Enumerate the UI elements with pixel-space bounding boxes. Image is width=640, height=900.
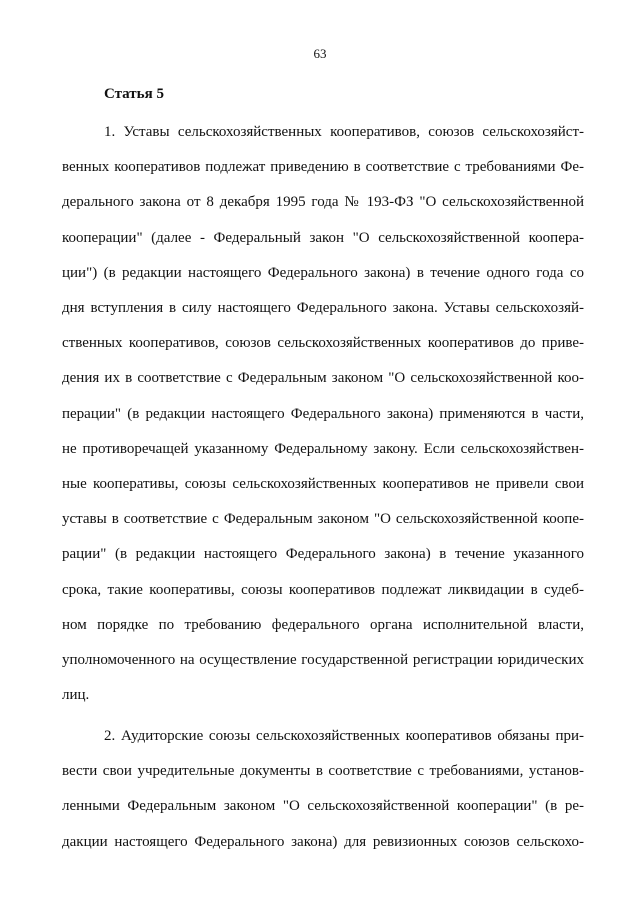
paragraph1-line: рации" (в редакции настоящего Федерального закона) в течение указанного xyxy=(62,546,584,563)
paragraph1-line: венных кооперативов подлежат приведению в соответствие с требованиями Фе- xyxy=(62,159,584,176)
paragraph1-line: дения их в соответствие с Федеральным законом "О сельскохозяйственной коо- xyxy=(62,370,584,387)
paragraph1-line: дня вступления в силу настоящего Федерального закона. Уставы сельскохозяй- xyxy=(62,300,584,316)
paragraph1-line: ственных кооперативов, союзов сельскохозяйственных кооперативов до приве- xyxy=(62,335,584,352)
paragraph1-line: не противоречащей указанному Федеральному закону. Если сельскохозяйствен- xyxy=(62,440,584,457)
paragraph1-line: 1. Уставы сельскохозяйственных кооперативов, союзов сельскохозяйст- xyxy=(104,124,584,140)
page-number: 63 xyxy=(313,46,327,61)
paragraph1-line: лиц. xyxy=(62,687,90,704)
paragraph2-line: дакции настоящего Федерального закона) для ревизионных союзов сельскохо- xyxy=(62,833,584,850)
paragraph1-line: ные кооперативы, союзы сельскохозяйственных кооперативов не привели свои xyxy=(62,476,584,492)
paragraph1-line: дерального закона от 8 декабря 1995 года № 193-ФЗ "О сельскохозяйственной xyxy=(62,194,584,211)
paragraph1-line: перации" (в редакции настоящего Федерального закона) применяются в части, xyxy=(62,405,584,422)
paragraph1-line: уполномоченного на осуществление государственной регистрации юридических xyxy=(62,652,584,668)
paragraph2-line: 2. Аудиторские союзы сельскохозяйственных кооперативов обязаны при- xyxy=(104,728,584,744)
paragraph1-line: ции") (в редакции настоящего Федерального закона) в течение одного года со xyxy=(62,264,584,281)
paragraph2-line: вести свои учредительные документы в соответствие с требованиями, установ- xyxy=(62,763,584,780)
paragraph1-line: срока, такие кооперативы, союзы кооперативов подлежат ликвидации в судеб- xyxy=(62,581,584,598)
article-title: Статья 5 xyxy=(104,86,164,102)
paragraph2-line: ленными Федеральным законом "О сельскохозяйственной кооперации" (в ре- xyxy=(62,798,584,815)
paragraph1-line: ном порядке по требованию федерального органа исполнительной власти, xyxy=(62,616,584,633)
paragraph1-line: уставы в соответствие с Федеральным законом "О сельскохозяйственной коопе- xyxy=(62,511,584,528)
paragraph1-line: кооперации" (далее - Федеральный закон "О сельскохозяйственной коопера- xyxy=(62,229,584,246)
